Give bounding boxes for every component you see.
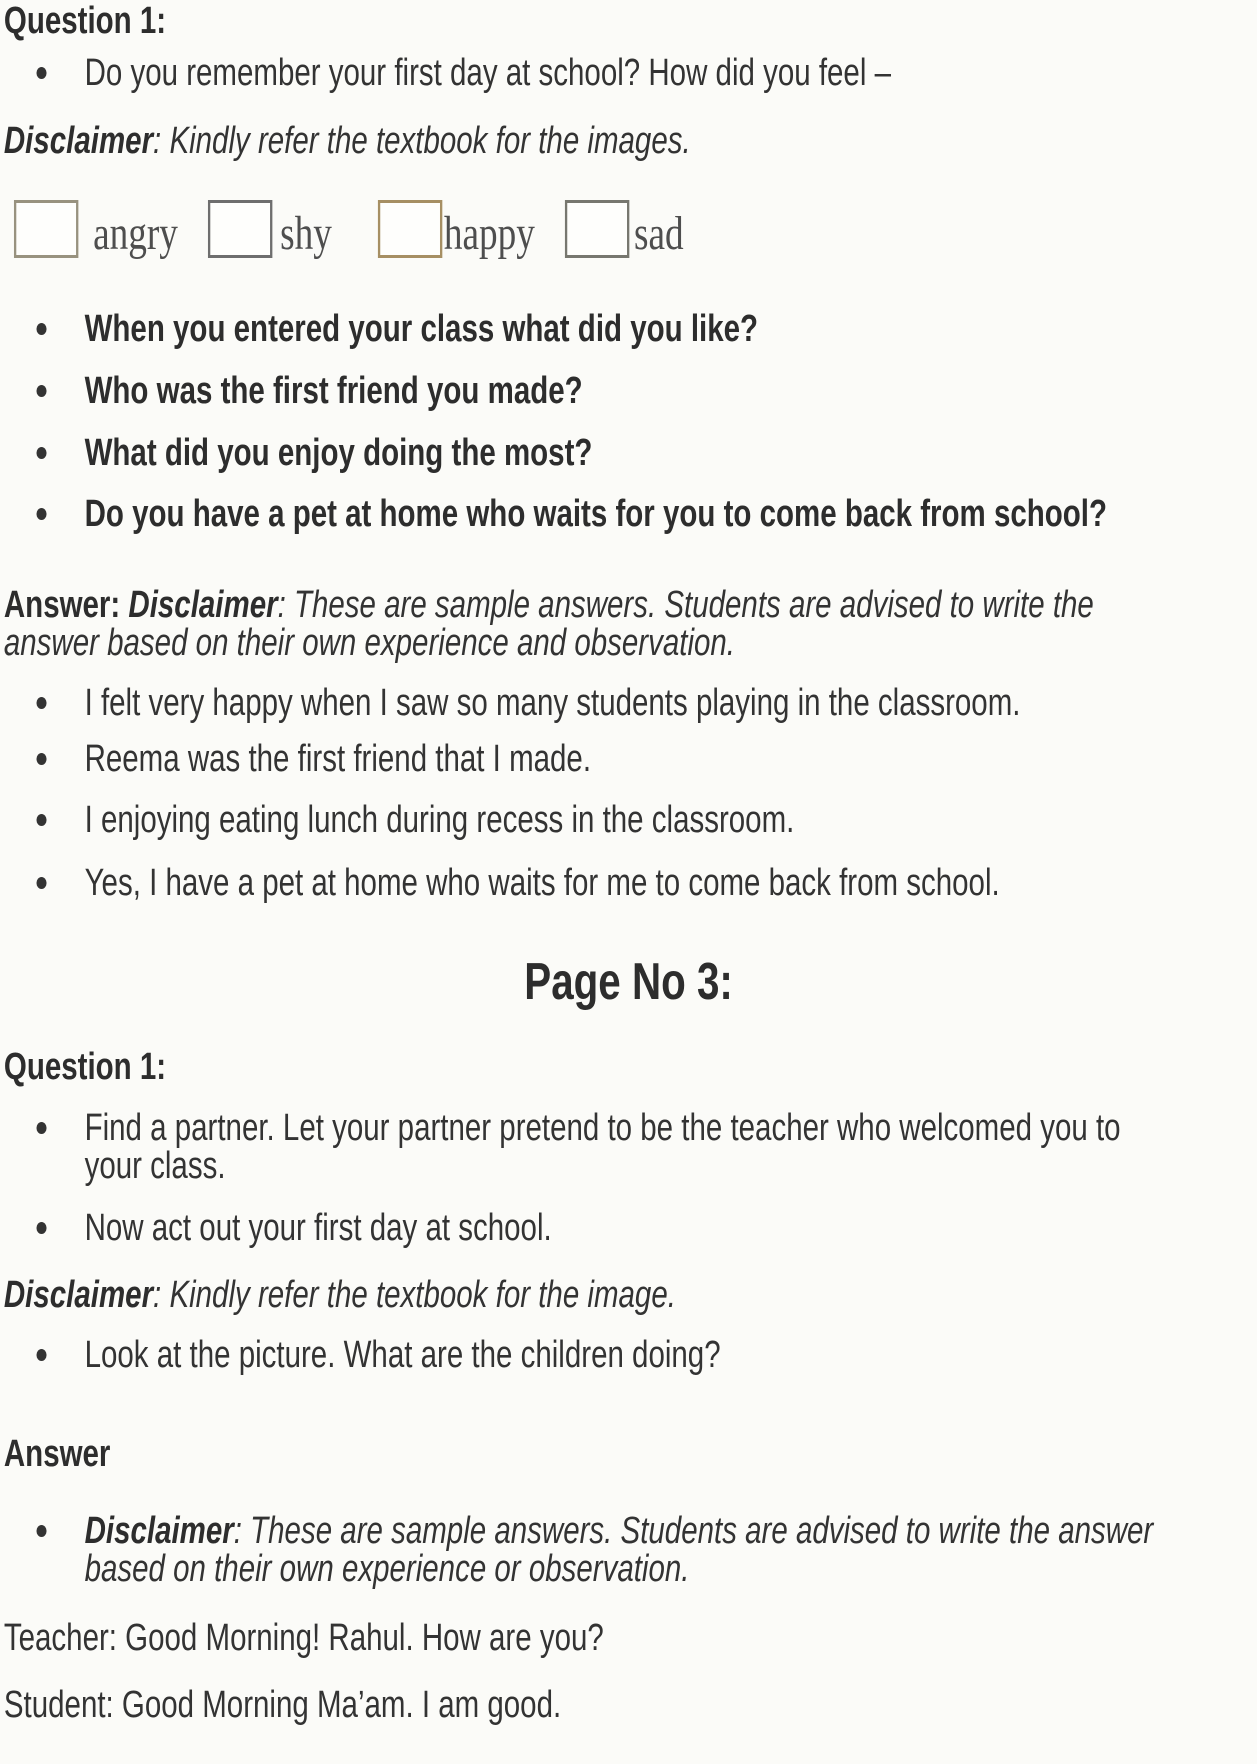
disclaimer-label: Disclaimer — [128, 584, 278, 626]
bullet-dot-icon — [36, 1525, 46, 1537]
checkbox-happy[interactable] — [378, 200, 442, 258]
question2-bullet — [0, 1336, 1257, 1374]
answer2-heading: Answer — [3, 1433, 111, 1475]
subquestion-bullet — [0, 434, 1257, 472]
checkbox-angry[interactable] — [14, 200, 78, 258]
disclaimer-label: Disclaimer — [3, 120, 154, 162]
subquestion-text: What did you enjoy doing the most? — [84, 432, 593, 474]
feelings-checkbox-row — [0, 196, 1257, 260]
bullet-dot-icon — [36, 323, 46, 335]
bullet-dot-icon — [36, 814, 46, 826]
bullet-dot-icon — [36, 1122, 46, 1134]
checkbox-label-shy: shy — [280, 207, 332, 260]
answer1-paragraph — [0, 586, 1257, 662]
checkbox-label-sad: sad — [633, 207, 684, 260]
question2-bullet — [0, 1109, 1257, 1185]
question2-bullet-text: Find a partner. Let your partner pretend to be the teacher who welcomed you to your class. — [84, 1107, 1121, 1187]
question2-bullet-text: Look at the picture. What are the children doing? — [84, 1334, 721, 1376]
bullet-dot-icon — [36, 1349, 46, 1361]
bullet-dot-icon — [36, 385, 46, 397]
subquestion-bullet — [0, 310, 1257, 348]
answer-point — [0, 801, 1257, 839]
answer-point-text: I felt very happy when I saw so many students playing in the classroom. — [84, 682, 1021, 724]
disclaimer-text: : These are sample answers. Students are advised to write the answer based on their own experience and observation. — [3, 584, 1094, 664]
disclaimer-label: Disclaimer — [84, 1510, 234, 1552]
document-page — [0, 2, 1257, 1724]
subquestion-text: When you entered your class what did you like? — [84, 308, 759, 350]
disclaimer-text: : Kindly refer the textbook for the image. — [153, 1274, 676, 1316]
question2-bullet — [0, 1209, 1257, 1247]
checkbox-shy[interactable] — [208, 200, 272, 258]
checkbox-sad[interactable] — [565, 200, 629, 258]
checkbox-label-angry: angry — [93, 207, 178, 260]
answer-point-text: Yes, I have a pet at home who waits for me to come back from school. — [84, 862, 1000, 904]
disclaimer-text: : Kindly refer the textbook for the images. — [153, 120, 691, 162]
question2-bullet-text: Now act out your first day at school. — [84, 1207, 552, 1249]
subquestion-text: Do you have a pet at home who waits for you to come back from school? — [84, 493, 1108, 535]
disclaimer-images-note — [0, 122, 1257, 160]
disclaimer-image-note — [0, 1276, 1257, 1314]
subquestion-bullet — [0, 495, 1257, 533]
answer-label: Answer: — [3, 584, 129, 626]
bullet-dot-icon — [36, 877, 46, 889]
answer-point — [0, 740, 1257, 778]
page-number-heading: Page No 3: — [524, 953, 733, 1011]
answer-point — [0, 864, 1257, 902]
bullet-dot-icon — [36, 67, 46, 79]
bullet-dot-icon — [36, 697, 46, 709]
question2-heading: Question 1: — [3, 1046, 167, 1088]
bullet-dot-icon — [36, 753, 46, 765]
question1-bullet-text: Do you remember your first day at school? How did you feel – — [84, 52, 891, 94]
checkbox-label-happy: happy — [443, 207, 535, 260]
answer2-disclaimer-bullet — [0, 1512, 1257, 1588]
answer-point — [0, 684, 1257, 722]
question1-bullet — [0, 54, 1257, 92]
bullet-dot-icon — [36, 447, 46, 459]
question1-heading: Question 1: — [3, 0, 167, 42]
answer-point-text: I enjoying eating lunch during recess in the classroom. — [84, 799, 795, 841]
answer-point-text: Reema was the first friend that I made. — [84, 738, 592, 780]
disclaimer-text: : These are sample answers. Students are advised to write the answer based on their own experience or observation. — [84, 1510, 1154, 1590]
disclaimer-label: Disclaimer — [3, 1274, 154, 1316]
subquestion-bullet — [0, 372, 1257, 410]
dialogue-line-teacher: Teacher: Good Morning! Rahul. How are you? — [3, 1617, 604, 1659]
subquestion-text: Who was the first friend you made? — [84, 370, 583, 412]
bullet-dot-icon — [36, 1222, 46, 1234]
bullet-dot-icon — [36, 508, 46, 520]
dialogue-line-student: Student: Good Morning Ma’am. I am good. — [3, 1684, 562, 1726]
